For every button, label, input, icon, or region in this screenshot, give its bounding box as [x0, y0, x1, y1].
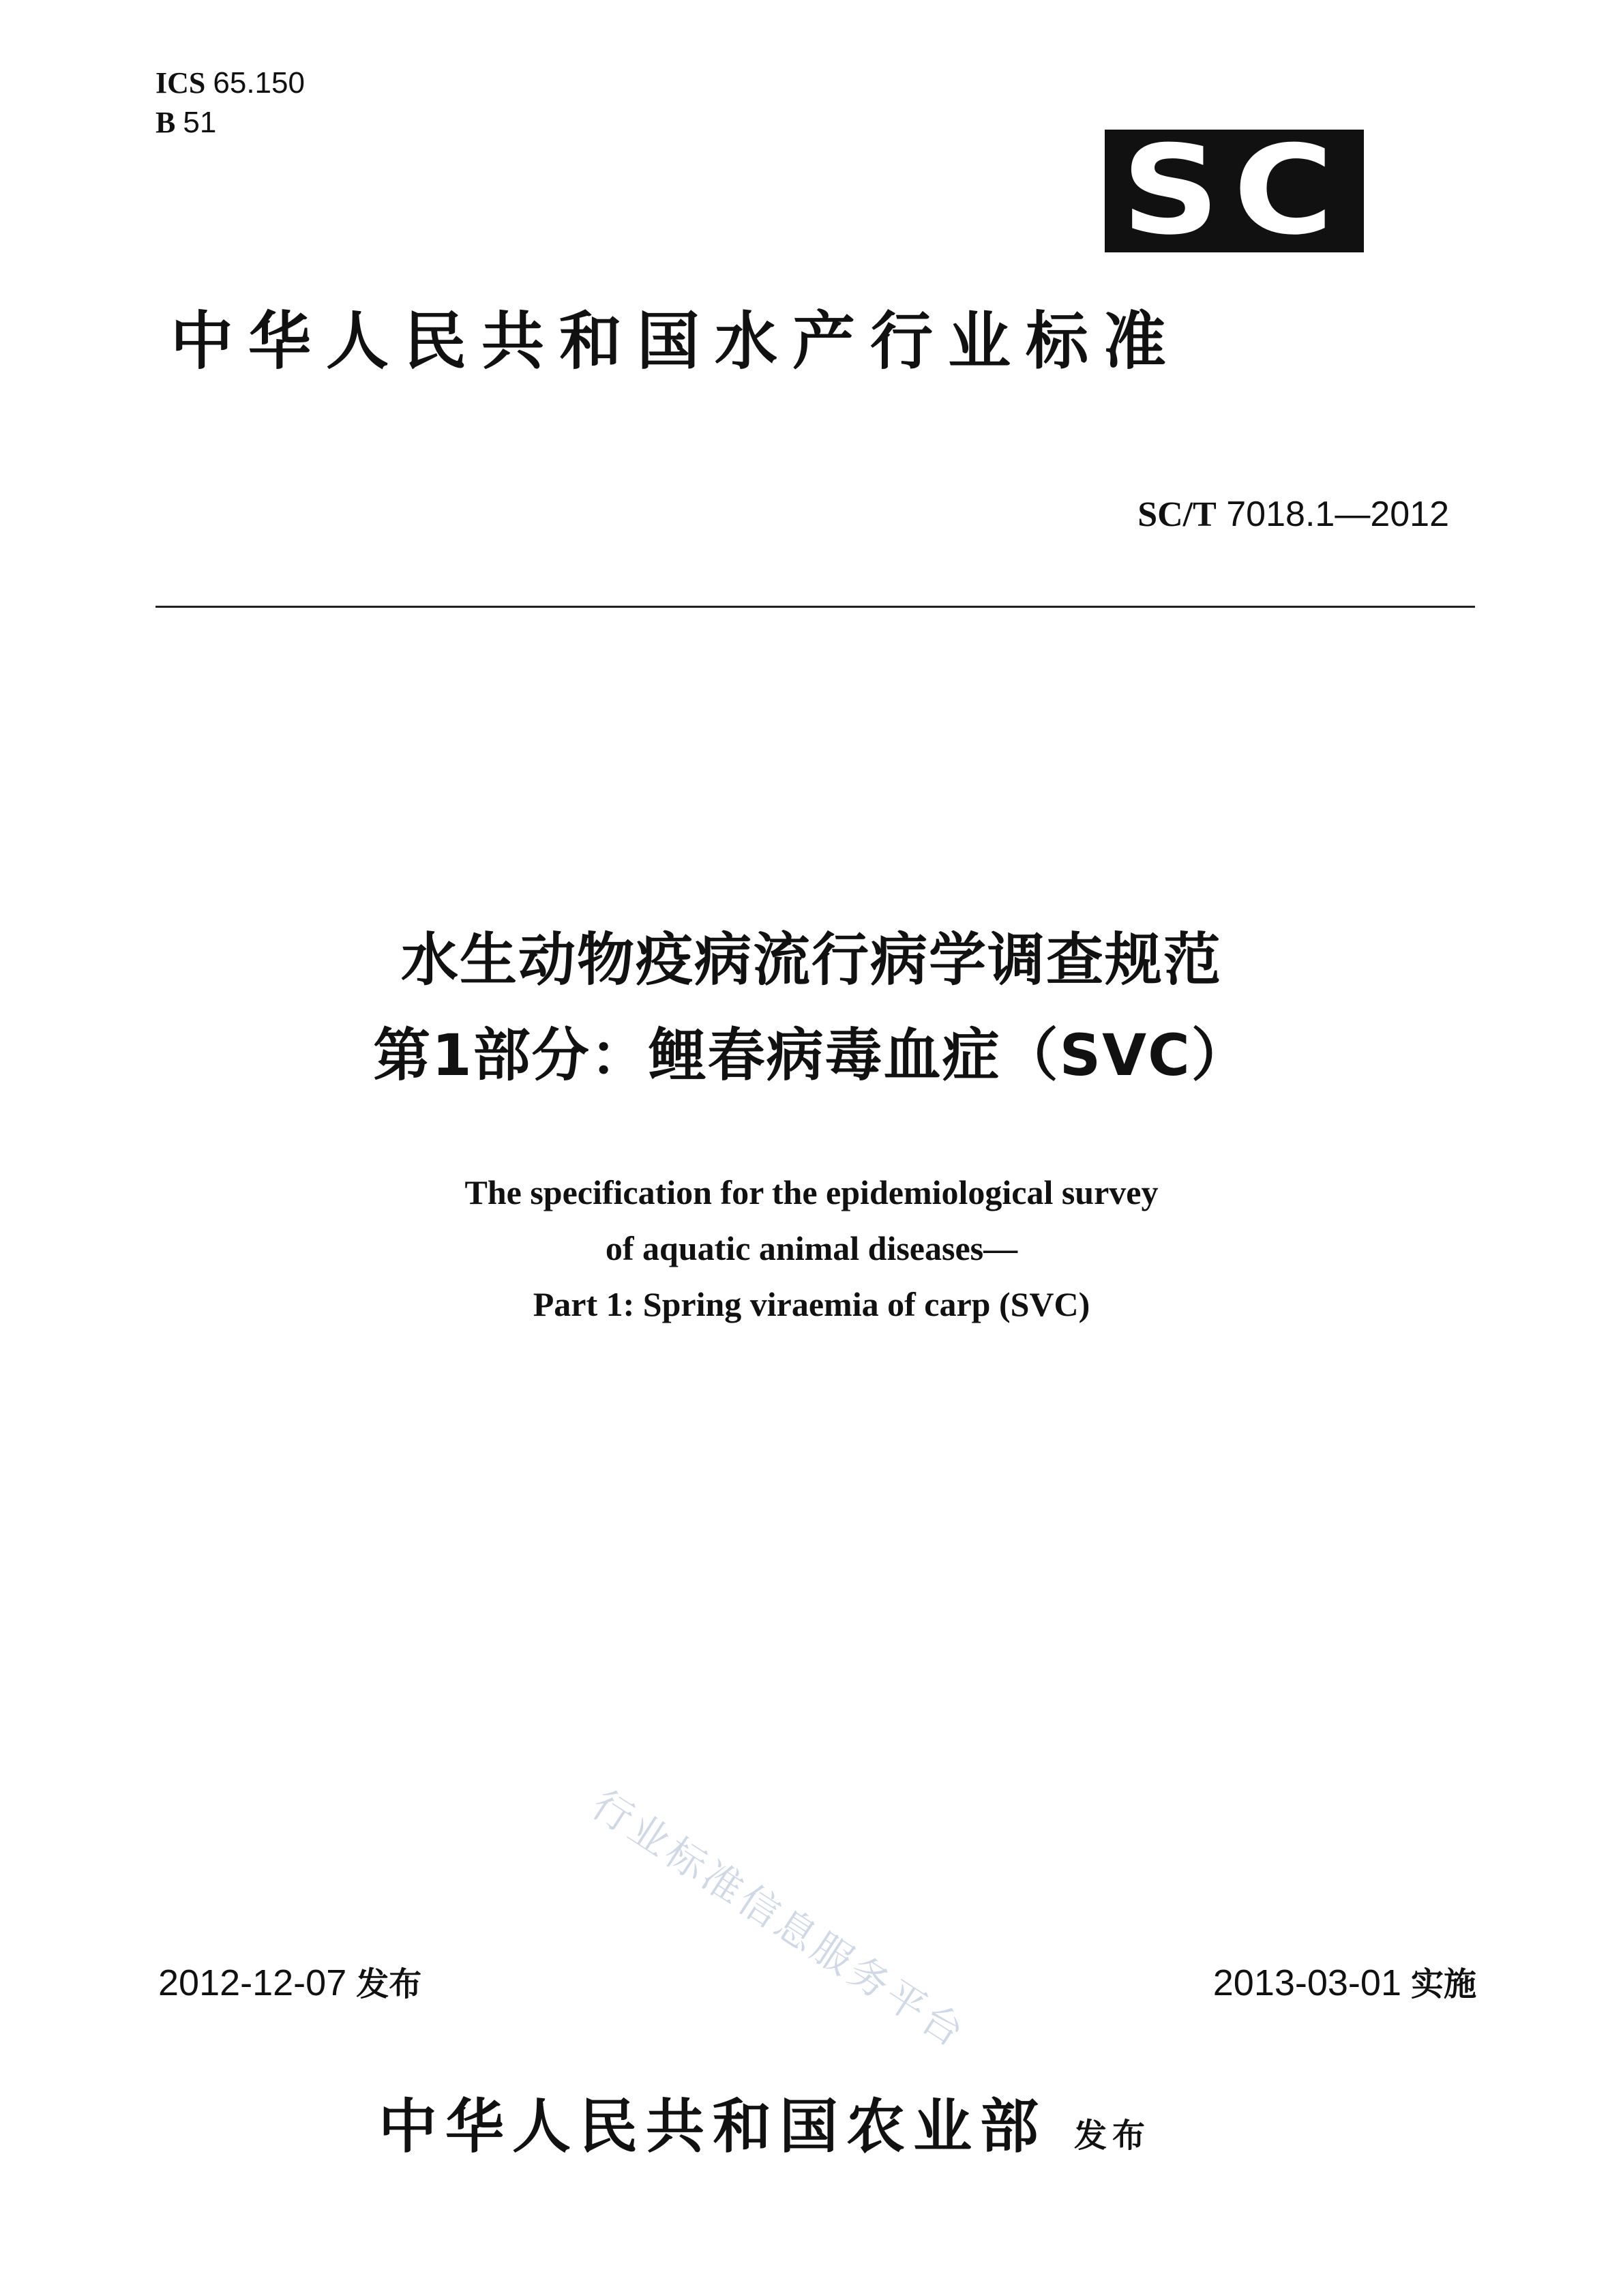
ccs-label: B	[155, 106, 176, 139]
issue-date-line	[158, 1964, 421, 2001]
en-title-line-2: of aquatic animal diseases—	[605, 1229, 1018, 1267]
zh-title-line-1: 水生动物疫病流行病学调查规范	[400, 926, 1222, 993]
ccs-number: 51	[183, 106, 217, 139]
sc-logo	[1105, 130, 1364, 252]
standard-number-value: 7018.1—2012	[1226, 495, 1449, 534]
ics-code	[155, 68, 305, 98]
issuer-label: 发布	[1074, 2117, 1151, 2155]
sc-logo-text: SC	[1121, 130, 1347, 252]
issue-date: 2012-12-07	[158, 1962, 347, 2003]
implement-label: 实施	[1410, 1965, 1476, 2003]
header-divider	[155, 606, 1475, 608]
issuer-line	[378, 2093, 1151, 2161]
en-title-line-1: The specification for the epidemiological survey	[464, 1173, 1159, 1211]
ics-label: ICS	[155, 66, 206, 100]
issue-label: 发布	[356, 1965, 422, 2003]
watermark: 行业标准信息服务平台	[583, 1780, 975, 2058]
implement-date-line	[1213, 1964, 1476, 2001]
implement-date: 2013-03-01	[1212, 1962, 1401, 2003]
standard-category-title: 中华人民共和国水产行业标准	[170, 305, 1182, 378]
issuer-name: 中华人民共和国农业部	[378, 2093, 1047, 2161]
ics-number: 65.150	[213, 66, 305, 100]
standard-code-prefix: SC/T	[1137, 495, 1217, 534]
en-title-line-3: Part 1: Spring viraemia of carp (SVC)	[533, 1285, 1090, 1323]
zh-title-line-2: 第1部分：鲤春病毒血症（SVC）	[373, 1022, 1250, 1089]
standard-number	[1137, 497, 1449, 533]
ccs-code	[155, 108, 216, 138]
